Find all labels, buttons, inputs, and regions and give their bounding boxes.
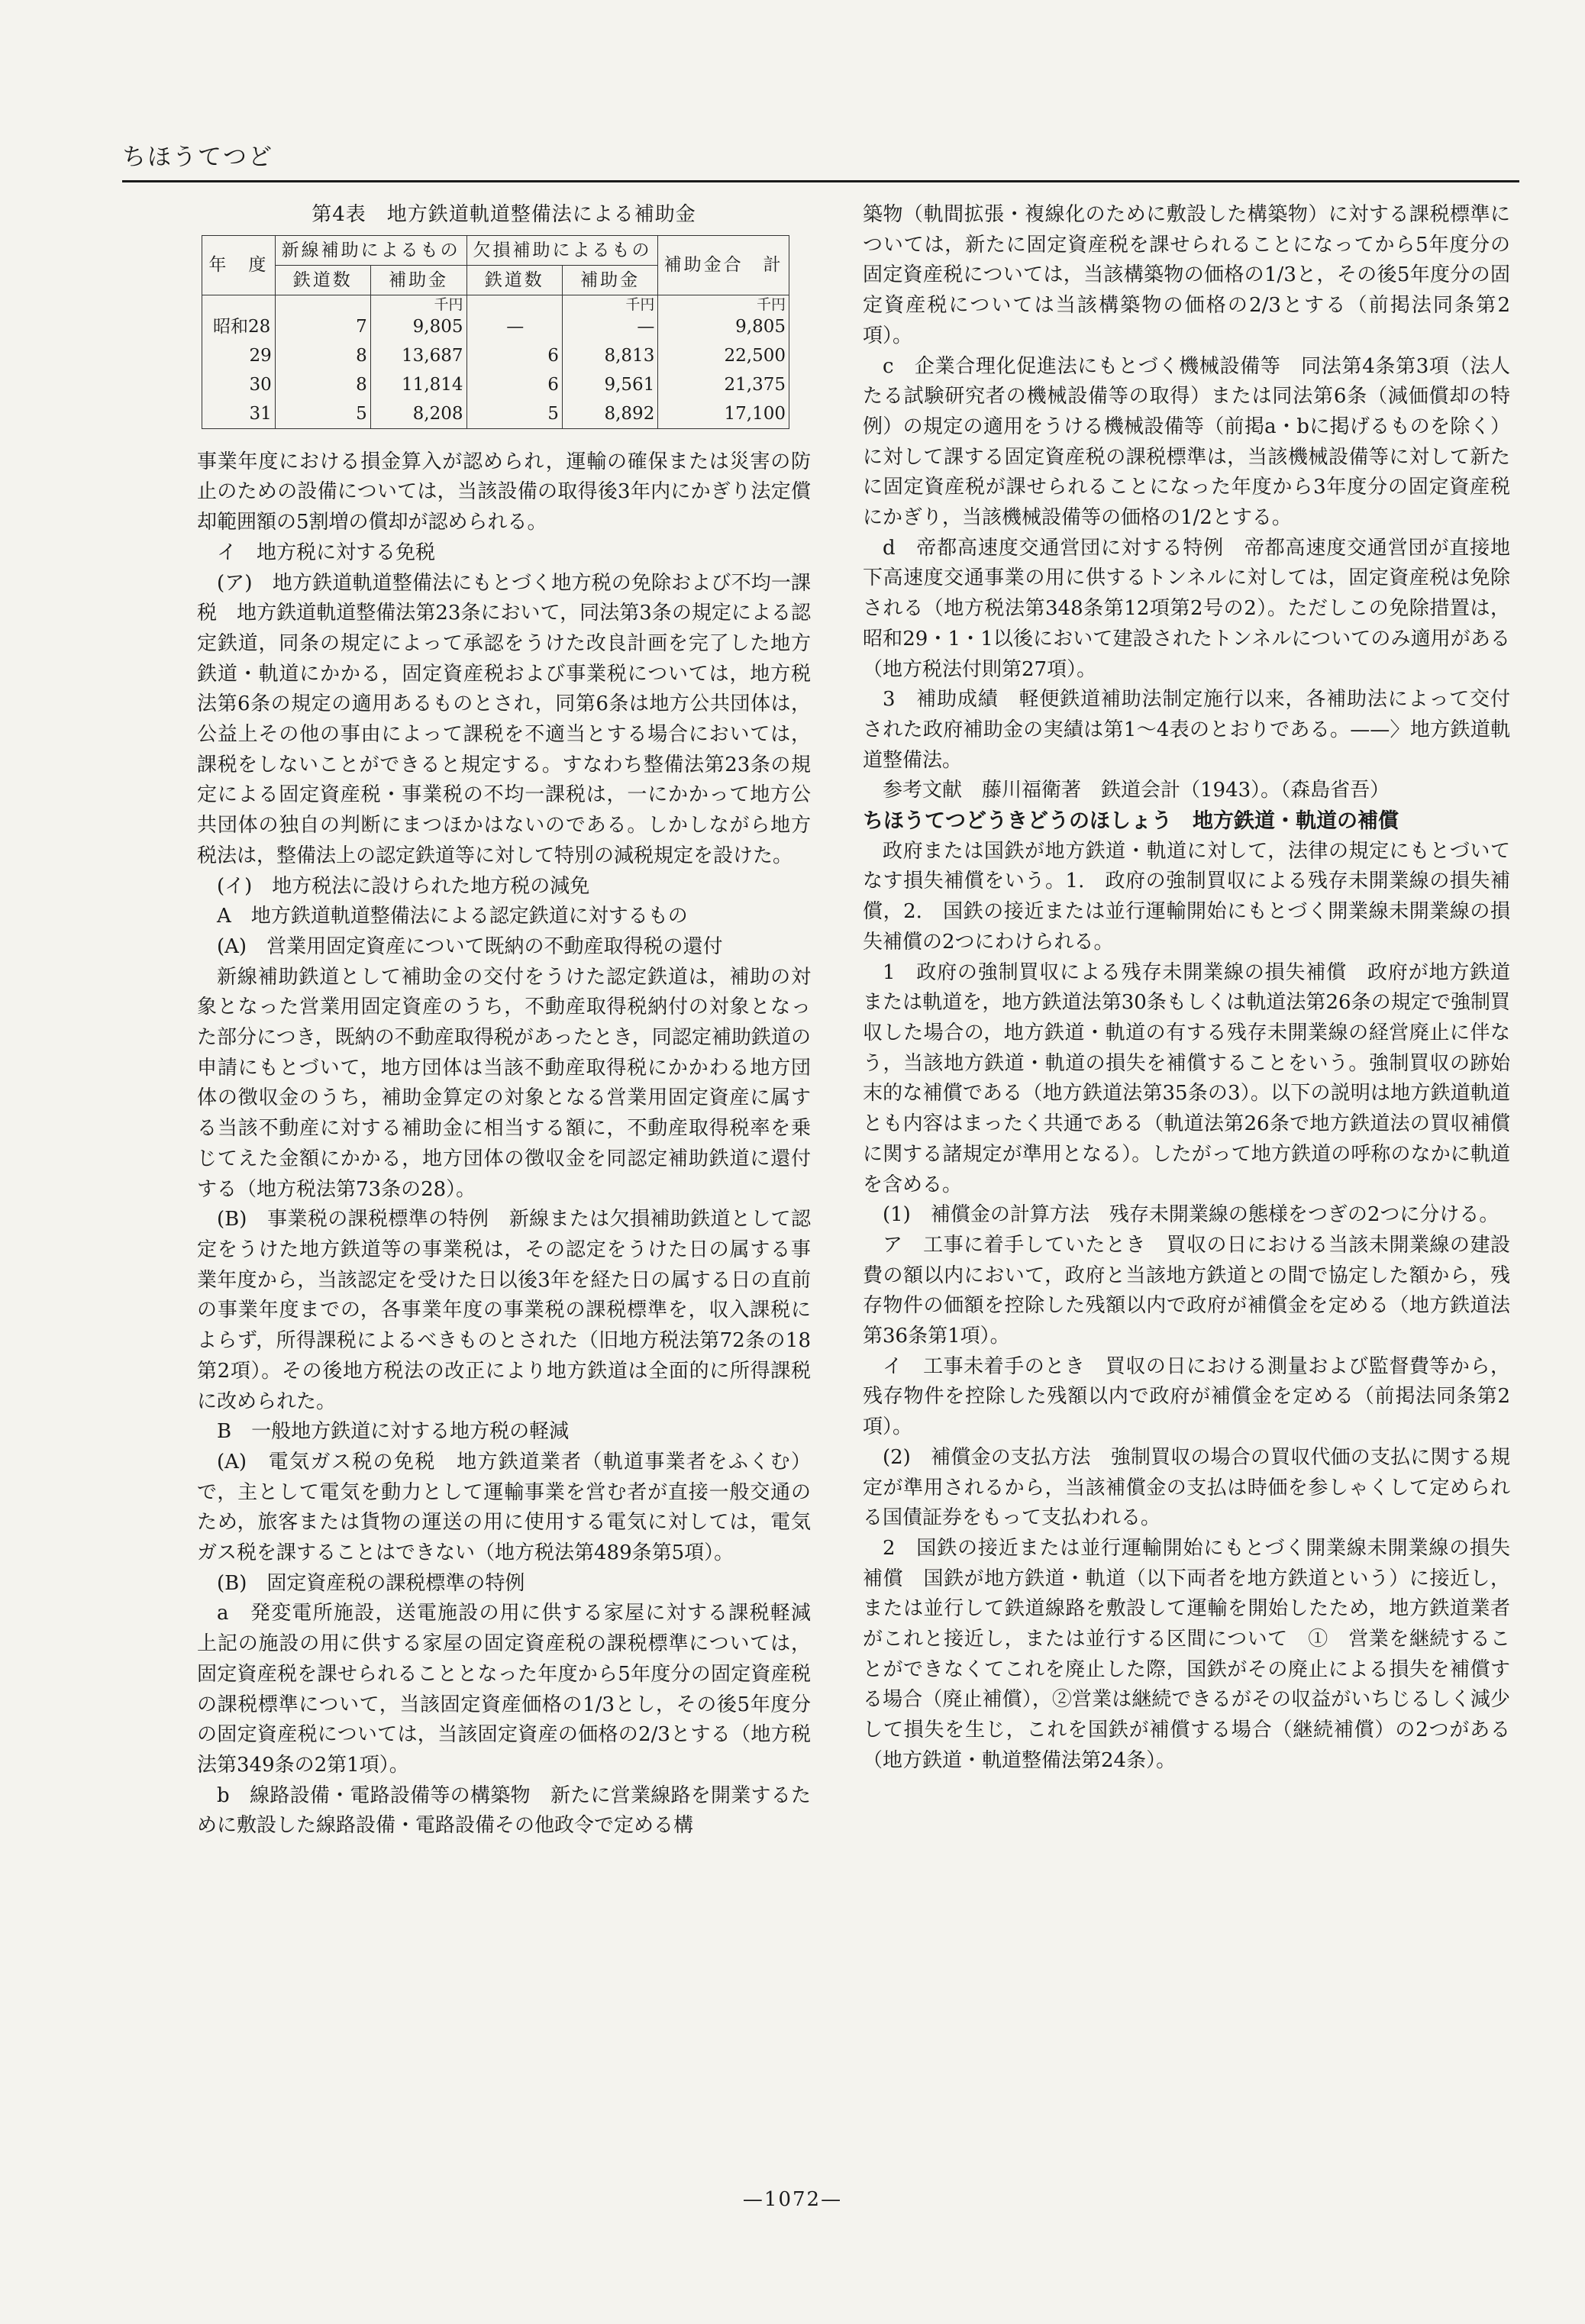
cell: 21,375 [658, 370, 789, 399]
paragraph: イ 工事未着手のとき 買収の日における測量および監督費等から，残存物件を控除した残額以内で政府が補償金を定める（前掲法同条第2項）。 [863, 1354, 1510, 1439]
col-loss-amount: 補助金 [562, 265, 657, 295]
left-column [197, 200, 831, 1841]
references: 参考文献 藤川福衛著 鉄道会計（1943）。（森島省吾） [883, 779, 1390, 802]
paragraph: 2 国鉄の接近または並行運輸開始にもとづく開業線未開業線の損失補償 国鉄が地方鉄道・軌道（以下両者を地方鉄道という）に接近し，または並行して鉄道線路を敷設して運輸を開始したため，地方鉄道業者がこれと接近し，または並行する区間について ① 営業を継続することができなくてこれを廃止した際，国鉄がその廃止による損失を補償する場合（廃止補償），②営業は継続できるがその収益がいちじるしく減少して損失を生じ，これを国鉄が補償する場合（継続補償）の2つがある（地方鉄道・軌道整備法第24条）。 [863, 1536, 1510, 1772]
year-cell: 31 [202, 399, 276, 429]
paragraph: (2) 補償金の支払方法 強制買収の場合の買収代価の支払に関する規定が準用されるから，当該補償金の支払は時価を参しゃくして定められる国債証券をもって支払われる。 [863, 1445, 1510, 1530]
cell: 8,892 [562, 399, 657, 429]
paragraph: a 発変電所施設，送電施設の用に供する家屋に対する課税軽減 上記の施設の用に供する家屋の固定資産税の課税標準については，固定資産税を課せられることとなった年度から5年度分の固定資産税の課税標準について，当該固定資産価格の1/3とし，その後5年度分の固定資産税については，当該固定資産の価格の2/3とする（地方税法第349条の2第1項）。 [197, 1602, 831, 1777]
right-column [863, 200, 1510, 1777]
paragraph: (B) 事業税の課税標準の特例 新線または欠損補助鉄道として認定をうけた地方鉄道等の事業税は，その認定をうけた日の属する事業年度から，当該認定を受けた日以後3年を経た日の属する日の直前の事業年度までの，各事業年度の事業税の課税標準を，収入課税によらず，所得課税によるべきものとされた（旧地方税法第72条の18第2項）。その後地方税法の改正により地方鉄道は全面的に所得課税に改められた。 [197, 1208, 811, 1413]
cell: 5 [275, 399, 370, 429]
unit-row [202, 295, 789, 312]
paragraph: d 帝都高速度交通営団に対する特例 帝都高速度交通営団が直接地下高速度交通事業の用に供するトンネルに対しては，固定資産税は免除される（地方税法第348条第12項第2号の2）。ただしこの免除措置は，昭和29・1・1以後において建設されたトンネルについてのみ適用がある（地方税法付則第27項）。 [863, 536, 1510, 681]
cell: 8 [275, 341, 370, 370]
cell: 13,687 [370, 341, 466, 370]
cell: 8 [275, 370, 370, 399]
section-heading: イ 地方税に対する免税 [217, 541, 436, 564]
cell: 7 [275, 312, 370, 341]
year-cell: 29 [202, 341, 276, 370]
subsidy-table [202, 235, 789, 429]
cell: 8,208 [370, 399, 466, 429]
cell: — [466, 312, 562, 341]
paragraph: 事業年度における損金算入が認められ，運輸の確保または災害の防止のための設備については，当該設備の取得後3年内にかぎり法定償却範囲額の5割増の償却が認められる。 [197, 450, 811, 534]
section-heading: (A) 営業用固定資産について既納の不動産取得税の還付 [217, 934, 723, 958]
total-header: 補助金合 計 [658, 235, 789, 295]
paragraph: (ア) 地方鉄道軌道整備法にもとづく地方税の免除および不均一課税 地方鉄道軌道整備法第23条において，同法第3条の規定による認定鉄道，同条の規定によって承認をうけた改良計画を完了した地方鉄道・軌道にかかる，固定資産税および事業税については，地方税法第6条の規定の適用あるものとされ，同第6条は地方公共団体は，公益上その他の事由によって課税を不適当とする場合においては，課税をしないことができると規定する。すなわち整備法第23条の規定による固定資産税・事業税の不均一課税は，一にかかって地方公共団体の独自の判断にまつほかはないのである。しかしながら地方税法は，整備法上の認定鉄道等に対して特別の減税規定を設けた。 [197, 571, 811, 867]
table-title: 第4表 地方鉄道軌道整備法による補助金 [312, 203, 696, 226]
cell: 5 [466, 399, 562, 429]
paragraph: 政府または国鉄が地方鉄道・軌道に対して，法律の規定にもとづいてなす損失補償をいう。1. 政府の強制買収による残存未開業線の損失補償，2. 国鉄の接近または並行運輸開始にもとづく開業線未開業線の損失補償の2つにわけられる。 [863, 839, 1510, 954]
paragraph: (1) 補償金の計算方法 残存未開業線の態様をつぎの2つに分ける。 [883, 1203, 1499, 1227]
cell: 22,500 [658, 341, 789, 370]
page-number: —1072— [742, 2188, 843, 2211]
cell: 8,813 [562, 341, 657, 370]
col-new-amount: 補助金 [370, 265, 466, 295]
cell: 11,814 [370, 370, 466, 399]
table-row [202, 312, 789, 341]
header-rule [122, 180, 1519, 182]
new-subsidy-header: 新線補助によるもの [275, 235, 466, 265]
table-row [202, 399, 789, 429]
table-row [202, 341, 789, 370]
paragraph: c 企業合理化促進法にもとづく機械設備等 同法第4条第3項（法人たる試験研究者の機械設備等の取得）または同法第6条（減価償却の特例）の規定の適用をうける機械設備等（前掲a・bに掲げるものを除く）に対して課する固定資産税の課税標準は，当該機械設備等に対して新たに固定資産税が課せられることになった年度から3年度分の固定資産税にかぎり，当該機械設備等の価格の1/2とする。 [863, 354, 1510, 530]
section-heading: B 一般地方鉄道に対する地方税の軽減 [217, 1420, 570, 1444]
unit-label: 千円 [562, 295, 657, 312]
cell: 9,805 [658, 312, 789, 341]
loss-subsidy-header: 欠損補助によるもの [466, 235, 658, 265]
year-header: 年 度 [202, 235, 276, 295]
section-heading: (B) 固定資産税の課税標準の特例 [217, 1571, 525, 1595]
unit-label: 千円 [658, 295, 789, 312]
col-new-lines: 鉄道数 [275, 265, 370, 295]
cell: 17,100 [658, 399, 789, 429]
col-loss-lines: 鉄道数 [466, 265, 562, 295]
section-heading: A 地方鉄道軌道整備法による認定鉄道に対するもの [217, 905, 688, 928]
paragraph: 築物（軌間拡張・複線化のために敷設した構築物）に対する課税標準については，新たに固定資産税を課せられることになってから5年度分の固定資産税については，当該構築物の価格の1/3と，その後5年度分の固定資産税については当該構築物の価格の2/3とする（前掲法同条第2項）。 [863, 203, 1510, 347]
table-row [202, 370, 789, 399]
cell: 6 [466, 370, 562, 399]
year-cell: 昭和28 [202, 312, 276, 341]
paragraph: b 線路設備・電路設備等の構築物 新たに営業線路を開業するために敷設した線路設備・電路設備その他政令で定める構 [197, 1783, 811, 1838]
year-cell: 30 [202, 370, 276, 399]
paragraph: 3 補助成績 軽便鉄道補助法制定施行以来，各補助法によって交付された政府補助金の実績は第1〜4表のとおりである。——〉地方鉄道軌道整備法。 [863, 688, 1510, 772]
entry-title: ちほうてつどうきどうのほしょう 地方鉄道・軌道の補償 [863, 809, 1399, 834]
cell: — [562, 312, 657, 341]
unit-label: 千円 [370, 295, 466, 312]
cell: 6 [466, 341, 562, 370]
paragraph: 1 政府の強制買収による残存未開業線の損失補償 政府が地方鉄道または軌道を，地方鉄道法第30条もしくは軌道法第26条の規定で強制買収した場合の，地方鉄道・軌道の有する残存未開業線の経営廃止に伴なう，当該地方鉄道・軌道の損失を補償することをいう。強制買収の跡始末的な補償である（地方鉄道法第35条の3）。以下の説明は地方鉄道軌道とも内容はまったく共通である（軌道法第26条で地方鉄道法の買収補償に関する諸規定が準用となる）。したがって地方鉄道の呼称のなかに軌道を含める。 [863, 960, 1510, 1196]
cell: 9,561 [562, 370, 657, 399]
section-heading: (イ) 地方税法に設けられた地方税の減免 [217, 874, 590, 898]
running-header: ちほうてつど [122, 144, 273, 171]
paragraph: ア 工事に着手していたとき 買収の日における当該未開業線の建設費の額以内において，政府と当該地方鉄道との間で協定した額から，残存物件の価額を控除した残額以内で政府が補償金を定める（地方鉄道法第36条第1項）。 [863, 1233, 1510, 1348]
paragraph: (A) 電気ガス税の免税 地方鉄道業者（軌道事業者をふくむ）で，主として電気を動力として運輸事業を営む者が直接一般交通のため，旅客または貨物の運送の用に使用する電気に対しては，電気ガス税を課することはできない（地方税法第489条第5項）。 [197, 1450, 811, 1565]
paragraph: 新線補助鉄道として補助金の交付をうけた認定鉄道は，補助の対象となった営業用固定資産のうち，不動産取得税納付の対象となった部分につき，既納の不動産取得税があったとき，同認定補助鉄道の申請にもとづいて，地方団体は当該不動産取得税にかかわる地方団体の徴収金のうち，補助金算定の対象となる営業用固定資産に属する当該不動産に対する補助金に相当する額に，不動産取得税率を乗じてえた金額にかかる，地方団体の徴収金を同認定補助鉄道に還付する（地方税法第73条の28）。 [197, 965, 811, 1201]
cell: 9,805 [370, 312, 466, 341]
